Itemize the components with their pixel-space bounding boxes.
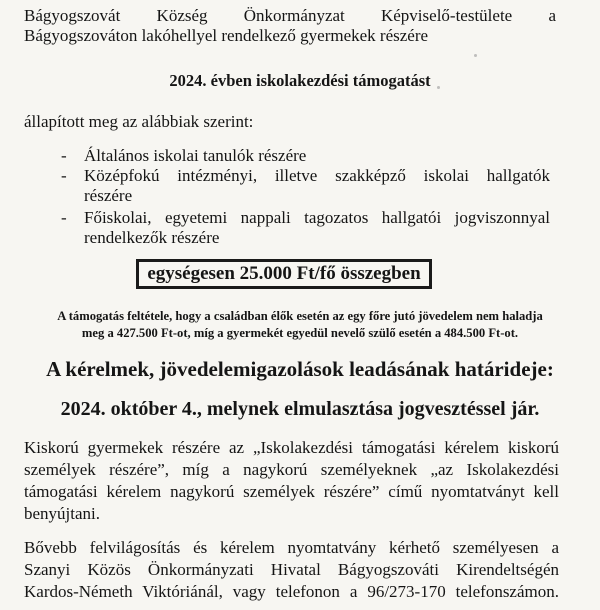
intro-line-1: Bágyogszovát Község Önkormányzat Képviselő-testülete a <box>24 6 556 25</box>
paragraph-1-line: személyek részére”, míg a nagykorú személyeknek „az Iskolakezdési <box>24 460 559 479</box>
deadline-heading: A kérelmek, jövedelemigazolások leadásának határideje: <box>46 357 554 381</box>
list-dash: - <box>61 146 67 165</box>
list-item-text: rendelkezők részére <box>84 228 220 247</box>
paragraph-1-line: támogatási kérelem nagykorú személyek részére” című nyomtatványt kell <box>24 482 559 501</box>
condition-line-2: meg a 427.500 Ft-ot, míg a gyermekét egyedül nevelő szülő esetén a 484.500 Ft-ot. <box>81 326 519 340</box>
year-title: 2024. évben iskolakezdési támogatást <box>169 71 431 90</box>
paragraph-2-line: Kardos-Németh Viktóriánál, vagy telefonon a 96/273-170 telefonszámon. <box>24 582 559 601</box>
list-dash: - <box>61 208 67 227</box>
scan-speck <box>437 86 440 89</box>
amount-box: egységesen 25.000 Ft/fő összegben <box>136 259 432 289</box>
deadline-date: 2024. október 4., melynek elmulasztása jogvesztéssel jár. <box>60 398 540 420</box>
list-item-text: Általános iskolai tanulók részére <box>84 146 307 165</box>
paragraph-2-line: Bővebb felvilágosítás és kérelem nyomtatvány kérhető személyesen a <box>24 538 559 557</box>
list-item-text: Középfokú intézményi, illetve szakképző iskolai hallgatók <box>84 166 550 185</box>
list-item-text: Főiskolai, egyetemi nappali tagozatos hallgatói jogviszonnyal <box>84 208 550 227</box>
intro-line-2: Bágyogszováton lakóhellyel rendelkező gyermekek részére <box>24 26 429 45</box>
stated-line: állapított meg az alábbiak szerint: <box>24 112 254 131</box>
paragraph-1-line: benyújtani. <box>24 504 101 523</box>
paragraph-1-line: Kiskorú gyermekek részére az „Iskolakezdési támogatási kérelem kiskorú <box>24 438 559 457</box>
scan-speck <box>474 54 477 57</box>
condition-line-1: A támogatás feltétele, hogy a családban élők esetén az egy főre jutó jövedelem nem haladja <box>57 309 543 323</box>
list-item-text: részére <box>84 186 133 205</box>
list-dash: - <box>61 166 67 185</box>
paragraph-2-line: Szanyi Közös Önkormányzati Hivatal Bágyogszováti Kirendeltségén <box>24 560 559 579</box>
